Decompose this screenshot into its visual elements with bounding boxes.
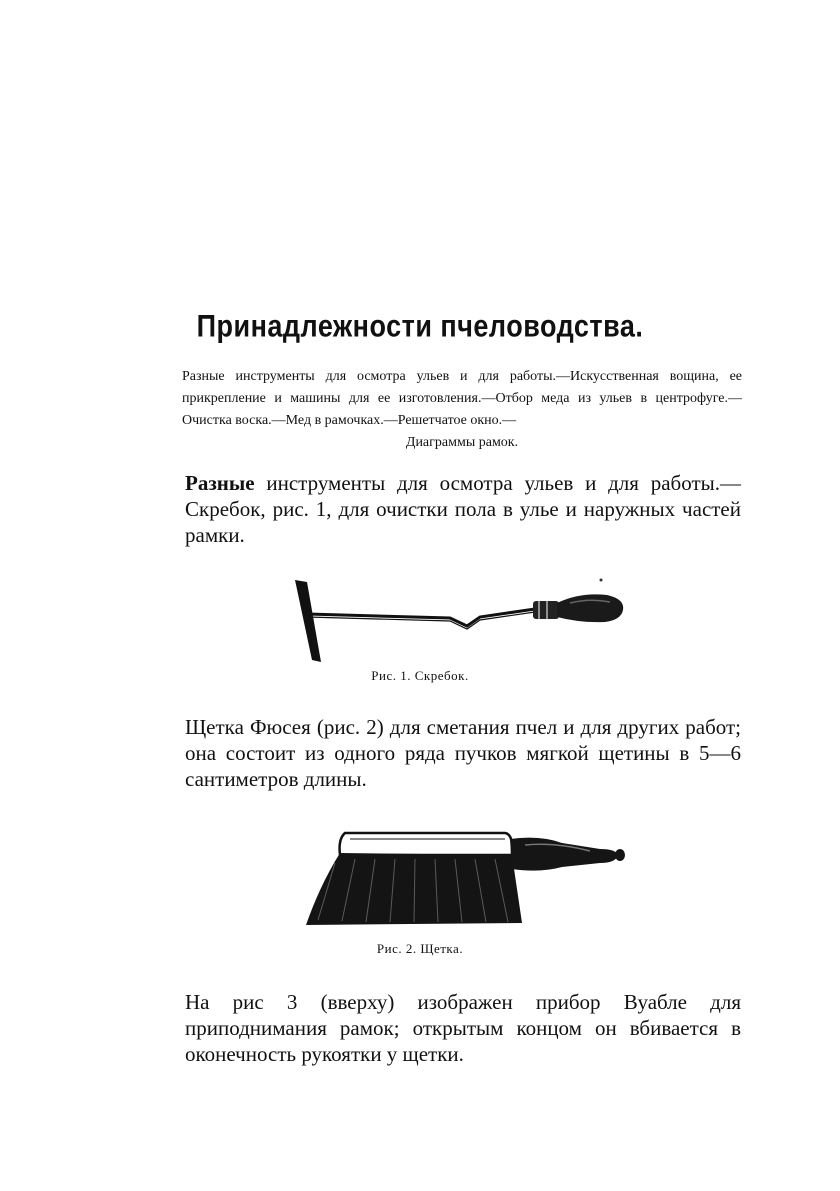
summary-last-line: Диаграммы рамок.	[405, 435, 519, 450]
paragraph-3: На рис 3 (вверху) изображен прибор Вуабле для приподнимания рамок; открытым концом он вбивается в оконечность рукоятки у щетки.	[185, 990, 741, 1066]
paragraph-1	[185, 470, 741, 548]
page-title: Принадлежности пчеловодства.	[196, 308, 644, 344]
paragraph-1-lead: Разные	[185, 471, 255, 495]
brush-illustration	[300, 825, 630, 930]
scraper-illustration	[285, 570, 630, 665]
figure-2-caption: Рис. 2. Щетка.	[376, 941, 464, 956]
figure-1-caption: Рис. 1. Скребок.	[371, 668, 469, 683]
paragraph-1-text: инструменты для осмотра ульев и для работы.—Скребок, рис. 1, для очистки пола в улье и наружных частей рамки.	[185, 471, 741, 547]
chapter-summary	[182, 366, 742, 454]
summary-text: Разные инструменты для осмотра ульев и для работы.—Искусственная вощина, ее прикрепление и машины для ее изготовления.—Отбор меда из ульев в центрофуге.—Очистка воска.—Мед в рамочках.—Решетчатое окно.—	[182, 369, 742, 428]
paragraph-2: Щетка Фюсея (рис. 2) для сметания пчел и для других работ; она состоит из одного ряда пучков мягкой щетины в 5—6 сантиметров длины.	[185, 715, 741, 791]
